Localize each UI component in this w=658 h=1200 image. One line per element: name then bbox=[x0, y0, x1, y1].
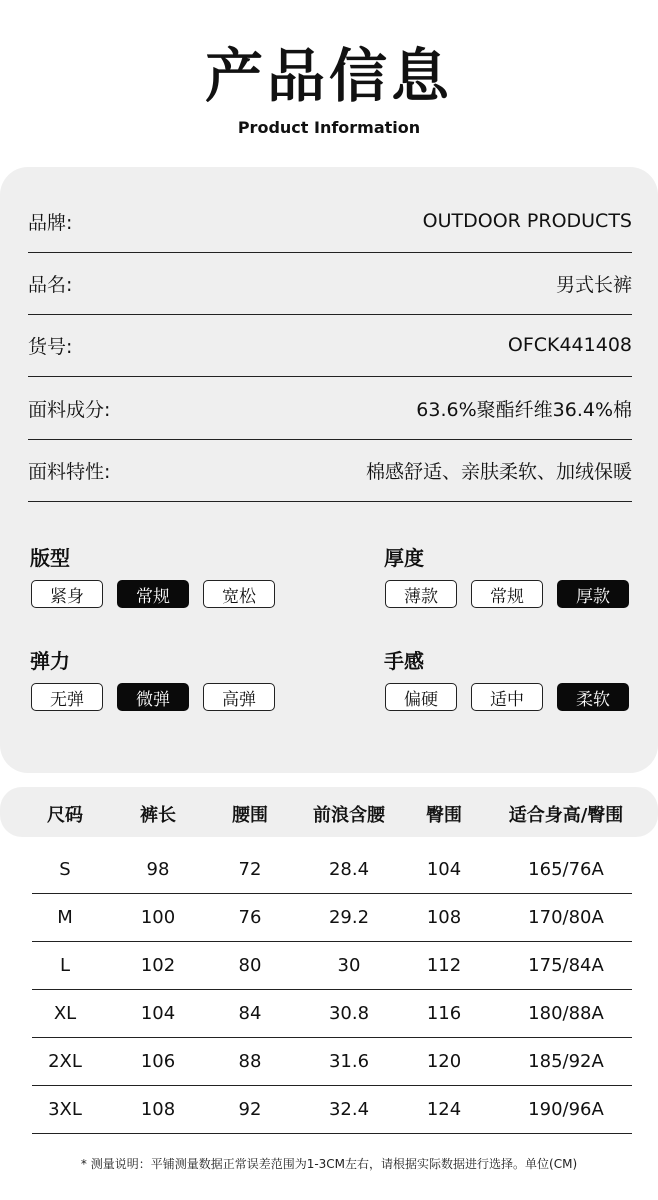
table-cell: 29.2 bbox=[328, 907, 370, 928]
table-cell: 84 bbox=[238, 1003, 262, 1024]
table-cell: 120 bbox=[426, 1051, 462, 1072]
chip-thickness-option: 薄款 bbox=[385, 580, 457, 608]
header-cell: 腰围 bbox=[232, 805, 268, 826]
info-row-name bbox=[28, 252, 632, 315]
info-row-brand bbox=[28, 190, 632, 253]
table-row bbox=[32, 845, 632, 894]
info-label: 面料成分: bbox=[28, 398, 111, 421]
info-value: 棉感舒适、亲肤柔软、加绒保暖 bbox=[365, 460, 632, 483]
table-row bbox=[32, 941, 632, 990]
info-row-features bbox=[28, 439, 632, 502]
table-cell: 106 bbox=[140, 1051, 176, 1072]
size-table-header bbox=[0, 787, 658, 837]
attr-title-fit: 版型 bbox=[30, 546, 70, 570]
info-label: 品牌: bbox=[28, 211, 73, 234]
table-cell: 100 bbox=[140, 907, 176, 928]
info-label: 品名: bbox=[28, 273, 73, 296]
table-cell: 116 bbox=[426, 1003, 462, 1024]
table-cell: 112 bbox=[426, 955, 462, 976]
table-cell: 185/92A bbox=[528, 1051, 604, 1072]
table-cell: 76 bbox=[238, 907, 262, 928]
chip-handfeel-option: 适中 bbox=[471, 683, 543, 711]
table-cell: 190/96A bbox=[528, 1099, 604, 1120]
table-cell: 108 bbox=[426, 907, 462, 928]
table-cell: 30.8 bbox=[328, 1003, 370, 1024]
header-cell: 臀围 bbox=[426, 805, 462, 826]
table-cell: 102 bbox=[140, 955, 176, 976]
table-cell: 80 bbox=[238, 955, 262, 976]
header-cell: 前浪含腰 bbox=[313, 805, 385, 826]
table-cell: 31.6 bbox=[328, 1051, 370, 1072]
info-label: 货号: bbox=[28, 335, 73, 358]
info-value: 63.6%聚酯纤维36.4%棉 bbox=[416, 398, 632, 421]
chip-thickness-option: 厚款 bbox=[557, 580, 629, 608]
header-cell: 适合身高/臀围 bbox=[508, 805, 624, 826]
table-row bbox=[32, 1085, 632, 1134]
info-value: 男式长裤 bbox=[555, 273, 632, 296]
table-cell: 104 bbox=[426, 859, 462, 880]
attr-title-elasticity: 弹力 bbox=[30, 649, 70, 673]
table-cell: 180/88A bbox=[528, 1003, 604, 1024]
table-cell: 108 bbox=[140, 1099, 176, 1120]
table-cell: 104 bbox=[140, 1003, 176, 1024]
chip-thickness-option: 常规 bbox=[471, 580, 543, 608]
page-subtitle: Product Information bbox=[237, 118, 421, 137]
header-cell: 裤长 bbox=[140, 805, 176, 826]
chip-handfeel-option: 偏硬 bbox=[385, 683, 457, 711]
page-header bbox=[0, 40, 658, 137]
table-cell: 2XL bbox=[48, 1051, 82, 1072]
chip-fit-option: 宽松 bbox=[203, 580, 275, 608]
chip-fit-option: 常规 bbox=[117, 580, 189, 608]
info-row-sku bbox=[28, 314, 632, 377]
table-cell: 28.4 bbox=[328, 859, 370, 880]
table-cell: 88 bbox=[238, 1051, 262, 1072]
table-cell: 32.4 bbox=[328, 1099, 370, 1120]
chip-handfeel-option: 柔软 bbox=[557, 683, 629, 711]
page-title: 产品信息 bbox=[204, 42, 453, 110]
table-cell: S bbox=[59, 859, 71, 880]
table-cell: 175/84A bbox=[528, 955, 604, 976]
table-cell: 92 bbox=[238, 1099, 262, 1120]
table-cell: 124 bbox=[426, 1099, 462, 1120]
info-value: OFCK441408 bbox=[507, 334, 632, 356]
attr-title-handfeel: 手感 bbox=[384, 649, 424, 673]
info-row-composition bbox=[28, 377, 632, 440]
product-info-card bbox=[0, 167, 658, 773]
table-cell: 3XL bbox=[48, 1099, 82, 1120]
table-cell: 170/80A bbox=[528, 907, 604, 928]
chip-fit-option: 紧身 bbox=[31, 580, 103, 608]
info-value: OUTDOOR PRODUCTS bbox=[422, 210, 632, 232]
table-row bbox=[32, 989, 632, 1038]
table-cell: 30 bbox=[337, 955, 361, 976]
table-cell: 72 bbox=[238, 859, 262, 880]
chip-elasticity-option: 微弹 bbox=[117, 683, 189, 711]
attr-title-thickness: 厚度 bbox=[384, 546, 424, 570]
table-cell: 165/76A bbox=[528, 859, 604, 880]
table-row bbox=[32, 893, 632, 942]
header-cell: 尺码 bbox=[47, 805, 83, 826]
table-cell: 98 bbox=[146, 859, 170, 880]
chip-elasticity-option: 高弹 bbox=[203, 683, 275, 711]
measurement-note: * 测量说明：平铺测量数据正常误差范围为1-3CM左右，请根据实际数据进行选择。单位(CM) bbox=[80, 1157, 578, 1171]
table-cell: XL bbox=[53, 1003, 77, 1024]
table-row bbox=[32, 1037, 632, 1086]
table-cell: L bbox=[59, 955, 71, 976]
table-cell: M bbox=[57, 907, 73, 928]
chip-elasticity-option: 无弹 bbox=[31, 683, 103, 711]
info-label: 面料特性: bbox=[28, 460, 111, 483]
